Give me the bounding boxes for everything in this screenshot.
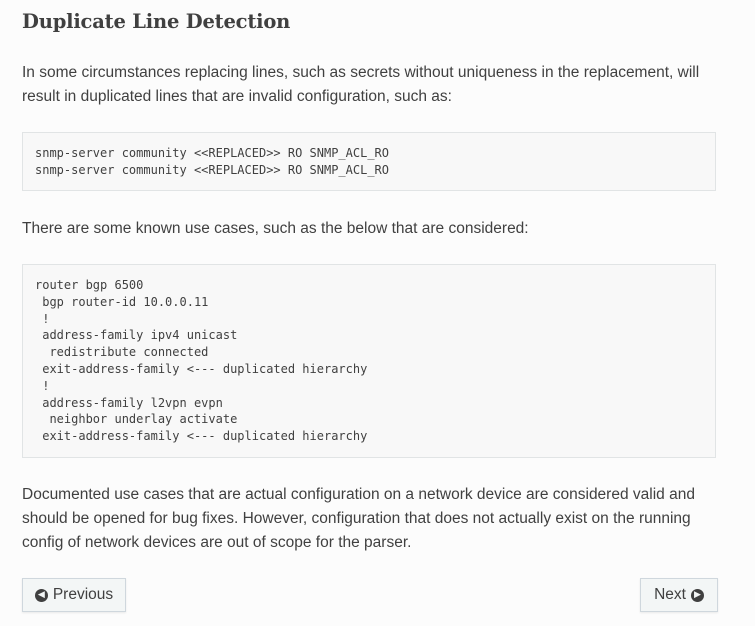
code-block-snmp <box>22 132 716 191</box>
previous-button[interactable] <box>22 578 126 612</box>
arrow-circle-left-icon: ◀ <box>35 589 48 602</box>
previous-label: Previous <box>52 586 114 603</box>
code-text: snmp-server community <<REPLACED>> RO SNMP_ACL_RO snmp-server community <<REPLACED>> RO SNMP_ACL_RO <box>35 146 390 177</box>
next-button[interactable] <box>640 578 718 612</box>
section-title: Duplicate Line Detection <box>22 10 291 33</box>
intro-paragraph: In some circumstances replacing lines, such as secrets without uniqueness in the replacement, will result in duplicated lines that are invalid configuration, such as: <box>22 64 700 105</box>
code-block-bgp <box>22 264 716 458</box>
arrow-circle-right-icon: ▶ <box>691 589 704 602</box>
middle-paragraph: There are some known use cases, such as the below that are considered: <box>22 220 529 237</box>
closing-paragraph: Documented use cases that are actual configuration on a network device are considered valid and should be opened for bug fixes. However, configuration that does not actually exist on the running config of network devices are out of scope for the parser. <box>22 486 695 551</box>
next-label: Next <box>654 586 686 603</box>
code-text: router bgp 6500 bgp router-id 10.0.0.11 ! address-family ipv4 unicast redistribute connected exit-address-family <--- duplicated hierarchy ! address-family l2vpn evpn neighbor underlay activate exit-address-family <--- duplicated hierarchy <box>35 278 368 444</box>
